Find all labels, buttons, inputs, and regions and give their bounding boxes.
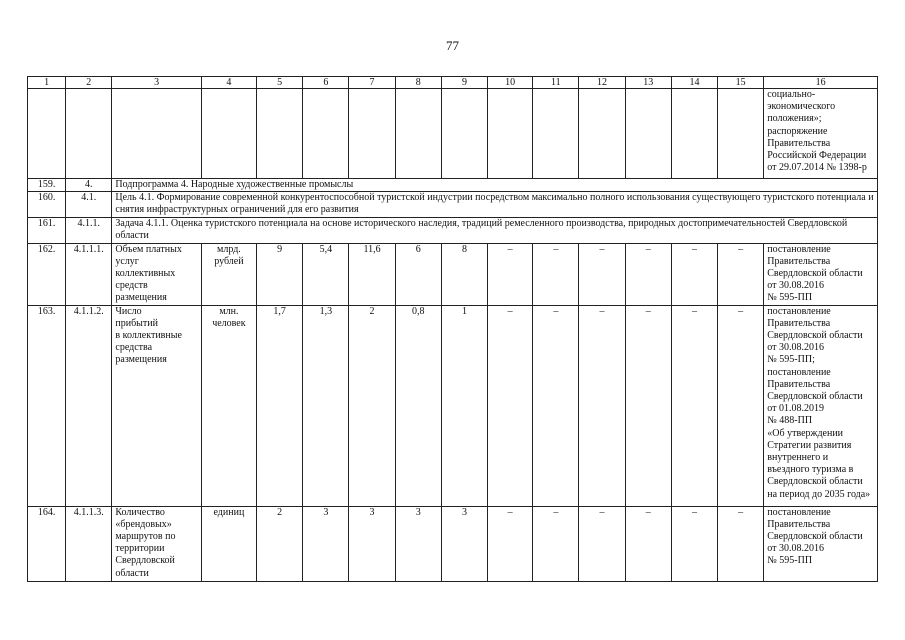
row-code: 4.1. — [66, 192, 112, 217]
value-cell: 1,3 — [303, 305, 349, 506]
row-number: 163. — [28, 305, 66, 506]
value-cell: 2 — [257, 506, 303, 581]
header-cell: 6 — [303, 77, 349, 89]
unit: млн. человек — [201, 305, 256, 506]
value-cell: – — [579, 506, 625, 581]
value-cell: – — [718, 305, 764, 506]
unit: млрд. рублей — [201, 243, 256, 305]
value-cell: 2 — [349, 305, 395, 506]
header-cell: 8 — [395, 77, 441, 89]
table-row-160 — [28, 192, 878, 217]
table-row-162 — [28, 243, 878, 305]
header-cell: 12 — [579, 77, 625, 89]
row-number: 162. — [28, 243, 66, 305]
legal-basis-cell: социально- экономического положения»; распоряжение Правительства Российской Федерации от 29.07.2014 № 1398-р — [764, 89, 878, 179]
legal-basis-cell: постановление Правительства Свердловской области от 30.08.2016 № 595-ПП — [764, 506, 878, 581]
value-cell: 1 — [441, 305, 487, 506]
header-cell: 10 — [488, 77, 533, 89]
header-cell: 14 — [671, 77, 717, 89]
table-row-continuation — [28, 89, 878, 179]
header-cell: 5 — [257, 77, 303, 89]
value-cell: – — [625, 305, 671, 506]
header-cell: 15 — [718, 77, 764, 89]
value-cell: 3 — [349, 506, 395, 581]
header-cell: 3 — [112, 77, 201, 89]
value-cell: 3 — [441, 506, 487, 581]
legal-basis-cell: постановление Правительства Свердловской области от 30.08.2016 № 595-ПП — [764, 243, 878, 305]
legal-basis-cell: постановление Правительства Свердловской области от 30.08.2016 № 595-ПП; постановление Правительства Свердловской области от 01.08.2019 № 488-ПП «Об утверждении Стратегии развития внутреннего и въездного туризма в Свердловской области на период до 2035 года» — [764, 305, 878, 506]
value-cell: – — [488, 305, 533, 506]
row-code: 4.1.1. — [66, 217, 112, 243]
indicator-name: Объем платных услуг коллективных средств размещения — [112, 243, 201, 305]
value-cell: – — [671, 243, 717, 305]
row-code: 4. — [66, 179, 112, 192]
indicator-name: Количество «брендовых» маршрутов по территории Свердловской области — [112, 506, 201, 581]
value-cell: – — [533, 243, 579, 305]
header-row — [28, 77, 878, 89]
header-cell: 9 — [441, 77, 487, 89]
unit: единиц — [201, 506, 256, 581]
value-cell: 8 — [441, 243, 487, 305]
goal-text: Цель 4.1. Формирование современной конкурентоспособной туристской индустрии посредством максимально полного использования существующего туристского потенциала и снятия инфраструктурных ограничений для его развития — [112, 192, 878, 217]
table-row-159 — [28, 179, 878, 192]
value-cell: – — [625, 506, 671, 581]
value-cell: – — [488, 506, 533, 581]
header-cell: 1 — [28, 77, 66, 89]
value-cell: – — [533, 305, 579, 506]
value-cell: 9 — [257, 243, 303, 305]
indicator-name: Число прибытий в коллективные средства размещения — [112, 305, 201, 506]
task-text: Задача 4.1.1. Оценка туристского потенциала на основе исторического наследия, традиций ремесленного производства, природных достопримечательностей Свердловской области — [112, 217, 878, 243]
value-cell: – — [671, 305, 717, 506]
subprogram-title: Подпрограмма 4. Народные художественные промыслы — [112, 179, 878, 192]
row-number: 160. — [28, 192, 66, 217]
value-cell: – — [488, 243, 533, 305]
value-cell: 0,8 — [395, 305, 441, 506]
value-cell: – — [718, 243, 764, 305]
table-row-164 — [28, 506, 878, 581]
value-cell: 3 — [303, 506, 349, 581]
indicators-table — [27, 76, 878, 582]
value-cell: – — [625, 243, 671, 305]
value-cell: 11,6 — [349, 243, 395, 305]
header-cell: 11 — [533, 77, 579, 89]
value-cell: 3 — [395, 506, 441, 581]
table-row-163 — [28, 305, 878, 506]
value-cell: 5,4 — [303, 243, 349, 305]
value-cell: – — [671, 506, 717, 581]
header-cell: 13 — [625, 77, 671, 89]
row-number: 159. — [28, 179, 66, 192]
row-code: 4.1.1.3. — [66, 506, 112, 581]
value-cell: – — [579, 243, 625, 305]
header-cell: 7 — [349, 77, 395, 89]
row-number: 161. — [28, 217, 66, 243]
row-code: 4.1.1.2. — [66, 305, 112, 506]
page-number: 77 — [446, 38, 459, 53]
value-cell: 1,7 — [257, 305, 303, 506]
value-cell: 6 — [395, 243, 441, 305]
header-cell: 2 — [66, 77, 112, 89]
row-number: 164. — [28, 506, 66, 581]
value-cell: – — [579, 305, 625, 506]
value-cell: – — [533, 506, 579, 581]
value-cell: – — [718, 506, 764, 581]
table-row-161 — [28, 217, 878, 243]
row-code: 4.1.1.1. — [66, 243, 112, 305]
header-cell: 4 — [201, 77, 256, 89]
header-cell: 16 — [764, 77, 878, 89]
